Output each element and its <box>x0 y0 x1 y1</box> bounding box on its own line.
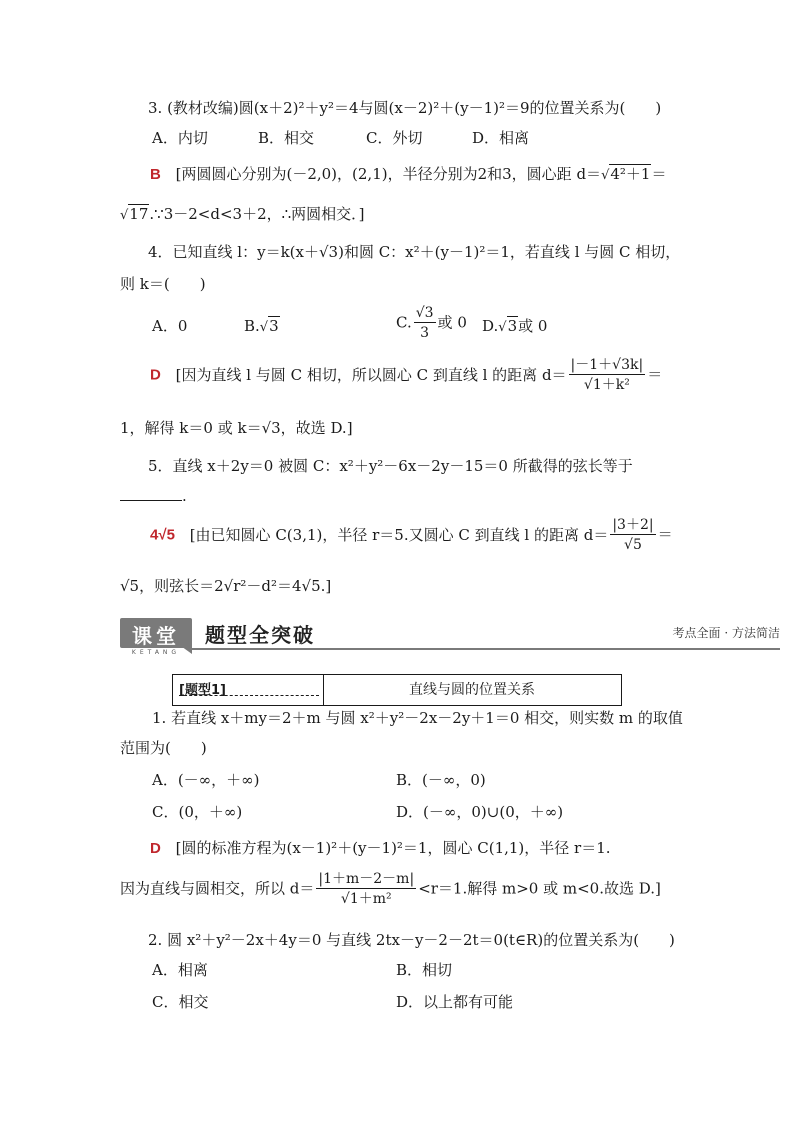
banner-badge-subtext: KETANG <box>131 649 181 656</box>
p1-solution-num: |1＋m－2－m| <box>318 871 415 887</box>
p1-stem-line1: 1. 若直线 x＋my＝2＋m 与圆 x²＋y²－2x－2y＋1＝0 相交，则实数 m 的取值 <box>152 709 683 727</box>
p1-solution-post: <r＝1.解得 m>0 或 m<0.故选 D.] <box>418 879 661 898</box>
p1-answer: D <box>150 840 161 857</box>
q5-answer: 4√5 <box>150 526 175 544</box>
q4-option-d-label: D. <box>482 317 499 335</box>
question-type-label-cell <box>173 675 324 705</box>
p2-stem: 2. 圆 x²＋y²－2x＋4y＝0 与直线 2tx－y－2－2t＝0(t∈R)的位置关系为( ) <box>148 931 675 949</box>
p1-option-c: C．(0，＋∞) <box>152 803 243 821</box>
banner-title: 题型全突破 <box>205 623 315 647</box>
q4-option-d-suffix: 或 0 <box>518 317 548 335</box>
q3-solution-sqrt17: 17 <box>129 205 149 223</box>
banner-right-text: 考点全面 · 方法简洁 <box>672 626 780 640</box>
q4-answer: D <box>150 366 161 384</box>
q3-option-d: D．相离 <box>472 129 530 147</box>
q3-stem: 3. (教材改编)圆(x＋2)²＋y²＝4与圆(x－2)²＋(y－1)²＝9的位置关系为( ) <box>148 99 662 117</box>
q5-solution-num: |3＋2| <box>612 517 654 533</box>
p1-option-d: D．(－∞，0)∪(0，＋∞) <box>396 803 564 821</box>
q3-option-a: A．内切 <box>152 129 208 147</box>
p1-solution-line1 <box>150 838 611 859</box>
q4-stem-line1: 4．已知直线 l：y＝k(x＋√3)和圆 C：x²＋(y－1)²＝1，若直线 l 与圆 C 相切， <box>148 243 681 261</box>
q4-option-b-sqrt: 3 <box>269 317 279 335</box>
q4-option-c-suffix: 或 0 <box>437 313 467 332</box>
q5-stem-line2 <box>120 486 187 506</box>
q3-solution-text: [两圆圆心分别为(－2,0)，(2,1)，半径分别为2和3，圆心距 d＝ <box>175 165 602 183</box>
q3-solution-line1: B [两圆圆心分别为(－2,0)，(2,1)，半径分别为2和3，圆心距 d＝√4²＋1＝ <box>150 165 667 183</box>
p1-solution-text: [圆的标准方程为(x－1)²＋(y－1)²＝1，圆心 C(1,1)，半径 r＝1. <box>175 839 611 857</box>
q3-option-b: B．相交 <box>258 129 315 147</box>
q3-solution-line2: √17.∵3－2<d<3＋2，∴两圆相交．] <box>120 205 365 223</box>
q4-solution-line2: 1，解得 k＝0 或 k＝√3，故选 D.] <box>120 419 353 437</box>
q3-solution-eq: ＝ <box>651 165 667 183</box>
q4-option-c-num: √3 <box>415 305 434 321</box>
section-banner <box>120 618 780 658</box>
q4-solution-text: [因为直线 l 与圆 C 相切，所以圆心 C 到直线 l 的距离 d＝ <box>175 365 567 384</box>
q4-option-b: B.√3 <box>244 317 279 335</box>
q4-solution-den: √1＋k² <box>583 377 630 393</box>
p1-solution-pre: 因为直线与圆相交，所以 d＝ <box>120 879 315 898</box>
q3-solution-sqrt: 4²＋1 <box>610 165 651 183</box>
q5-solution-line1 <box>150 516 673 555</box>
p1-option-b: B．(－∞，0) <box>396 771 486 789</box>
q5-solution-text: [由已知圆心 C(3,1)，半径 r＝5.又圆心 C 到直线 l 的距离 d＝ <box>189 525 609 544</box>
q5-stem-line1: 5．直线 x＋2y＝0 被圆 C：x²＋y²－6x－2y－15＝0 所截得的弦长等于 <box>148 457 633 475</box>
p1-option-a: A．(－∞，＋∞) <box>152 771 260 789</box>
question-type-dash <box>179 695 319 696</box>
q4-option-c-den: 3 <box>420 325 430 341</box>
question-type-box <box>172 674 622 706</box>
q3-answer: B <box>150 166 161 183</box>
banner-underline <box>192 648 780 650</box>
q5-solution-eq: ＝ <box>657 525 673 544</box>
q4-option-c-label: C. <box>396 313 412 332</box>
q4-option-a: A．0 <box>152 317 188 335</box>
p2-option-d: D．以上都有可能 <box>396 993 514 1011</box>
q4-option-d: D.√3或 0 <box>482 317 548 335</box>
q4-solution-num: |－1＋√3k| <box>570 357 644 373</box>
question-type-title: 直线与圆的位置关系 <box>409 682 535 698</box>
p2-option-c: C．相交 <box>152 993 209 1011</box>
q5-solution-line2: √5，则弦长＝2√r²－d²＝4√5.] <box>120 577 332 595</box>
p1-solution-line2 <box>120 870 661 909</box>
q4-option-b-label: B. <box>244 317 260 335</box>
q4-stem-line2: 则 k＝( ) <box>120 275 206 293</box>
p1-solution-den: √1＋m² <box>340 891 392 907</box>
question-type-label: [题型1] <box>179 683 226 698</box>
p2-option-b: B．相切 <box>396 961 453 979</box>
p2-option-a: A．相离 <box>152 961 208 979</box>
q3-option-c: C．外切 <box>366 129 423 147</box>
q5-solution-den: √5 <box>624 537 642 553</box>
q4-solution-line1 <box>150 356 662 395</box>
banner-badge-text: 课堂 <box>132 624 180 648</box>
q5-stem-end: . <box>182 487 187 505</box>
q4-solution-eq: ＝ <box>647 365 663 384</box>
p1-stem-line2: 范围为( ) <box>120 739 207 757</box>
q3-solution-text2: .∵3－2<d<3＋2，∴两圆相交．] <box>149 205 365 223</box>
q4-option-c <box>396 304 467 343</box>
q4-option-d-sqrt: 3 <box>507 317 518 335</box>
q5-answer-blank <box>120 486 182 501</box>
